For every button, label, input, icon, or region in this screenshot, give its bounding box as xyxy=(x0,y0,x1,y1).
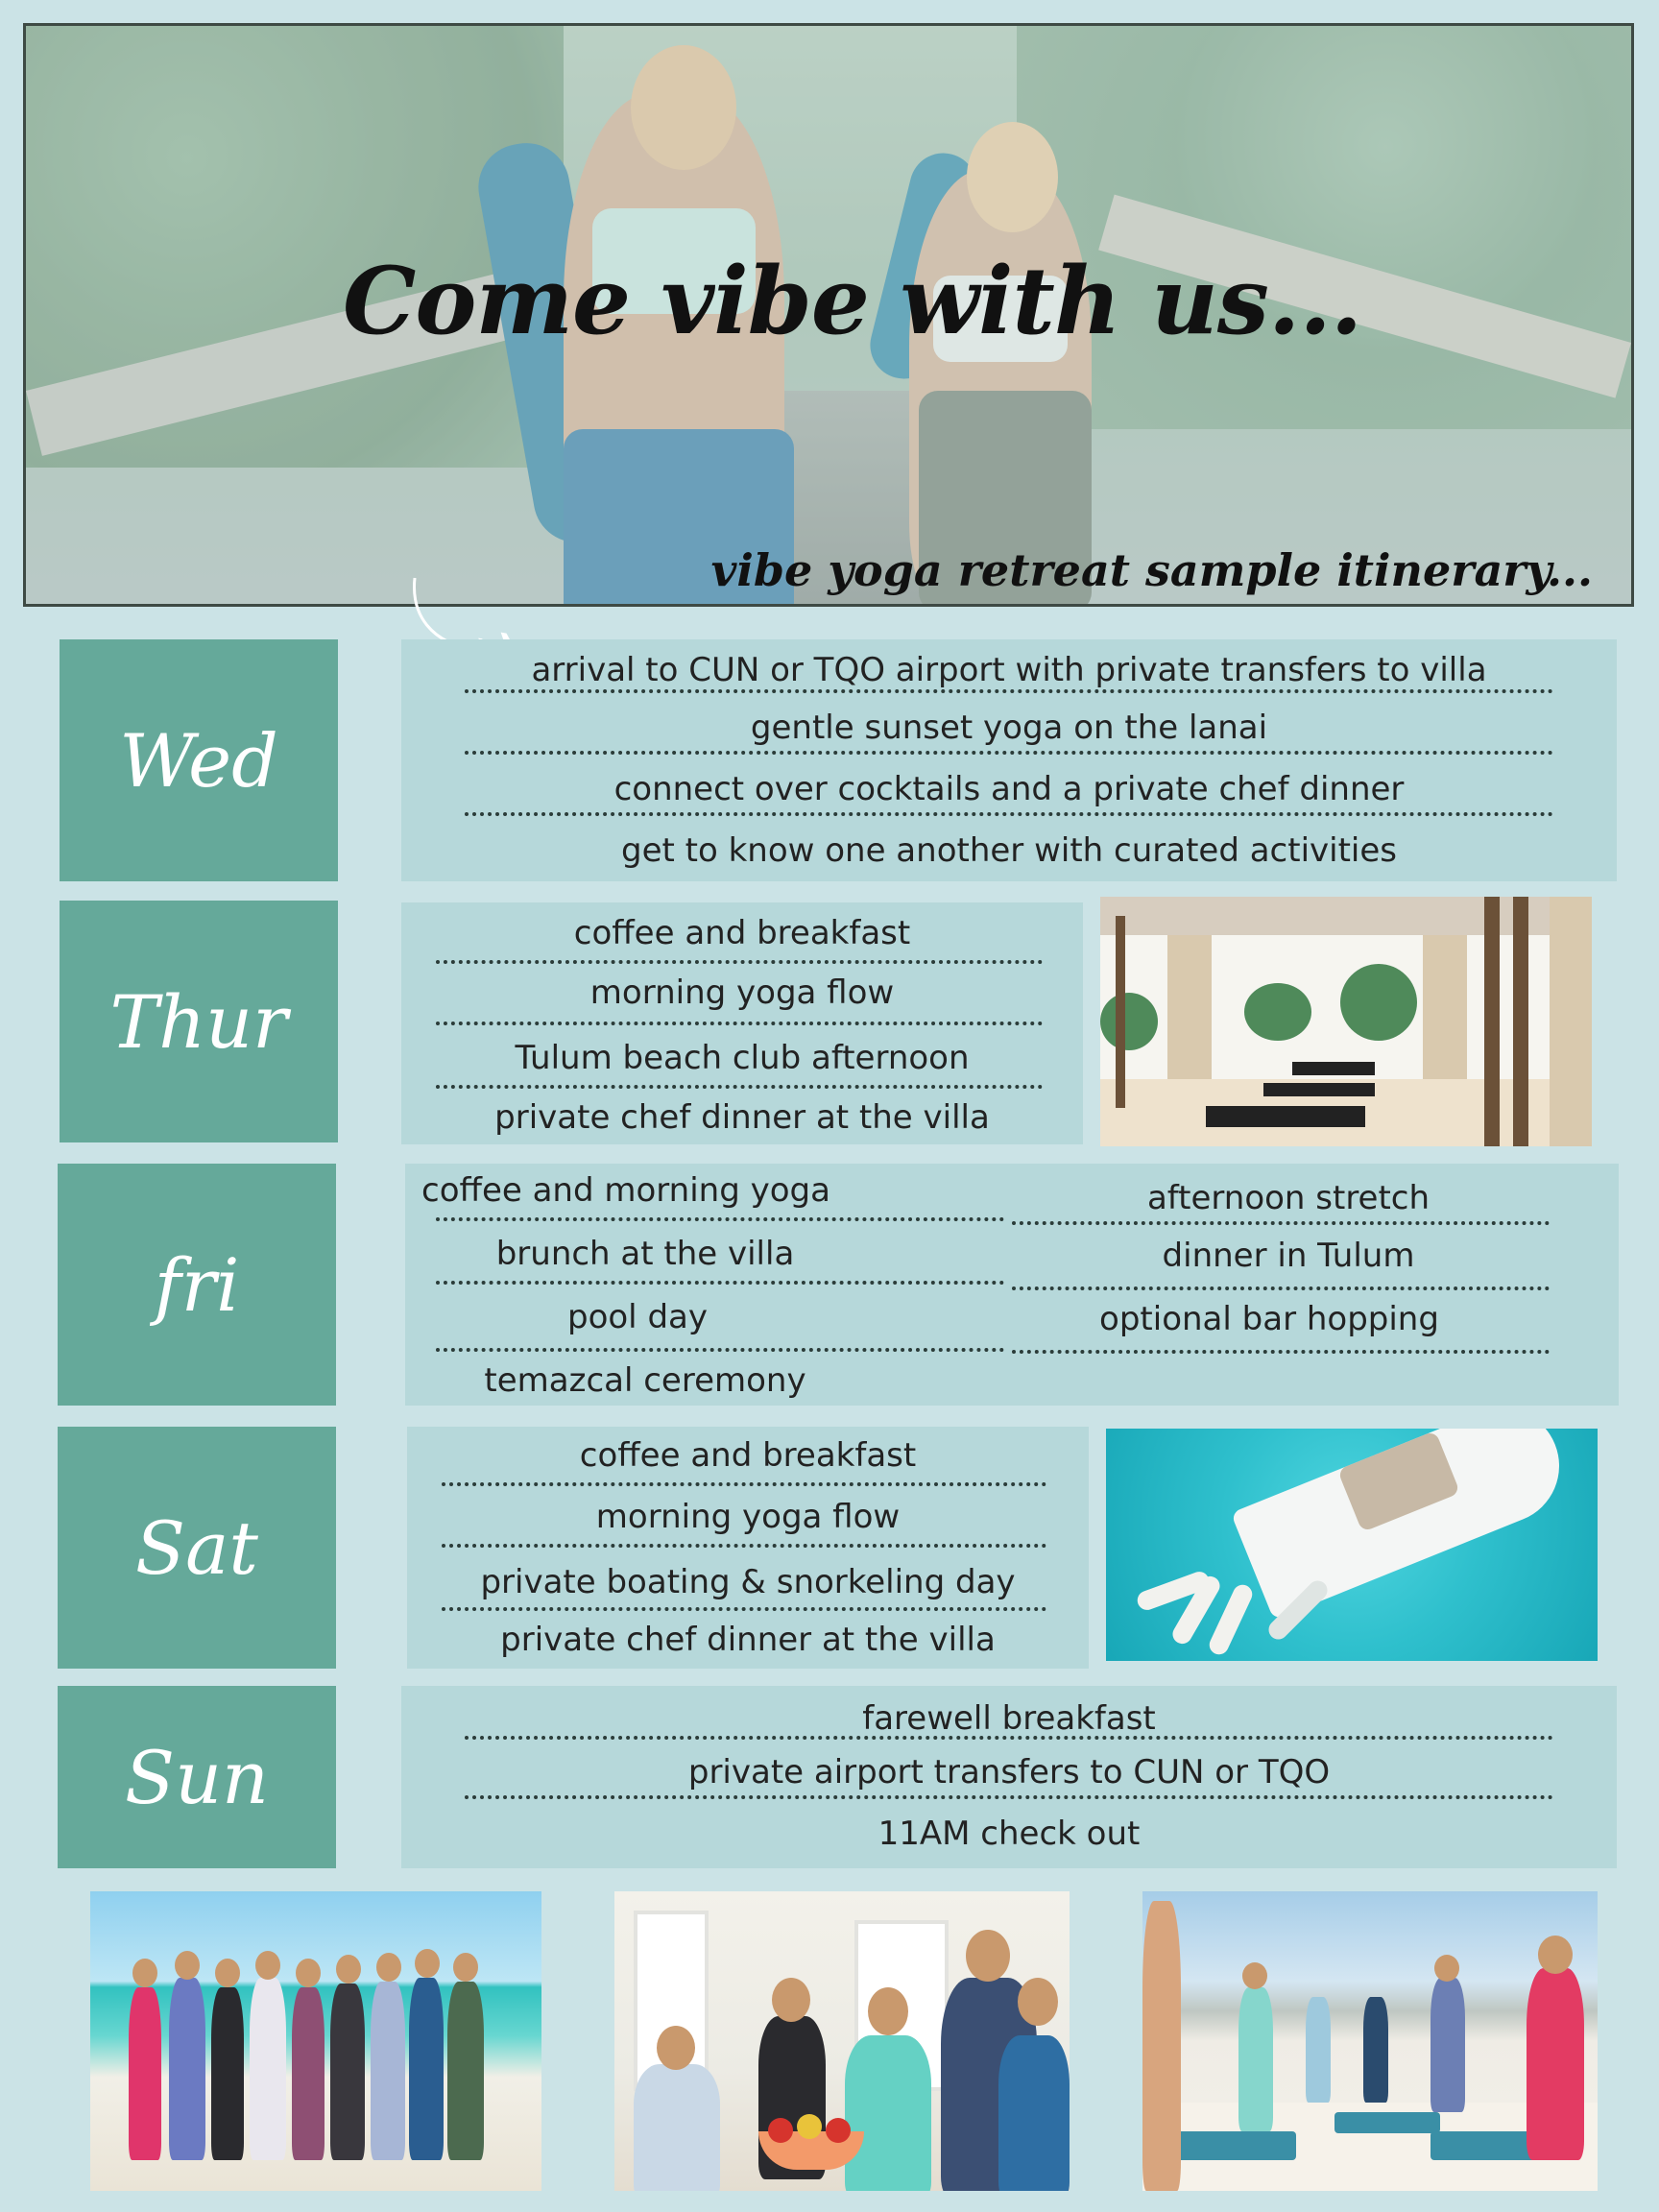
day-box-sun xyxy=(58,1686,336,1868)
dotted-divider xyxy=(1012,1286,1550,1290)
yoga-mat xyxy=(1263,1083,1375,1096)
person-figure xyxy=(169,1978,205,2160)
group-beach-photo xyxy=(90,1891,541,2191)
list-item: dinner in Tulum xyxy=(1162,1237,1415,1275)
dotted-divider xyxy=(465,689,1553,693)
list-item: coffee and breakfast xyxy=(579,1436,917,1475)
itinerary-panel-wed xyxy=(401,639,1617,881)
person-figure xyxy=(634,2064,720,2191)
itinerary-panel-fri xyxy=(405,1164,1619,1406)
list-item: morning yoga flow xyxy=(589,974,895,1012)
yoga-mat xyxy=(1334,2112,1440,2133)
itinerary-panel-thur xyxy=(401,902,1083,1144)
person-figure xyxy=(292,1987,325,2160)
palm-plant xyxy=(1340,964,1417,1041)
itinerary-panel-sun xyxy=(401,1686,1617,1868)
yoga-mat xyxy=(1292,1062,1375,1075)
dotted-divider xyxy=(436,1085,1043,1089)
person-figure xyxy=(1142,1901,1181,2191)
dotted-divider xyxy=(436,1281,1004,1285)
yoga-mat xyxy=(1206,1106,1365,1127)
list-item: afternoon stretch xyxy=(1146,1179,1431,1217)
dotted-divider xyxy=(465,812,1553,816)
hero-title: Come vibe with us... xyxy=(343,247,1362,355)
list-item: connect over cocktails and a private chef dinner xyxy=(613,770,1405,808)
person-figure xyxy=(998,2035,1070,2191)
person-figure xyxy=(447,1982,484,2160)
person-figure xyxy=(1431,1978,1465,2112)
list-item: optional bar hopping xyxy=(1099,1300,1439,1338)
person-figure xyxy=(129,1987,161,2160)
day-box-thur xyxy=(60,901,338,1142)
dotted-divider xyxy=(436,1348,1004,1352)
dotted-divider xyxy=(1012,1221,1550,1225)
person-figure xyxy=(1527,1968,1584,2160)
dotted-divider xyxy=(436,1217,1004,1221)
palm-plant xyxy=(1244,983,1311,1041)
dotted-divider xyxy=(465,1795,1553,1799)
tree-trunk xyxy=(1513,897,1528,1146)
list-item: morning yoga flow xyxy=(595,1498,901,1536)
dotted-divider xyxy=(465,1736,1553,1740)
list-item: temazcal ceremony xyxy=(484,1361,806,1400)
person-figure xyxy=(211,1987,244,2160)
hero-photo xyxy=(23,23,1634,607)
list-item: coffee and breakfast xyxy=(573,914,911,952)
person-figure xyxy=(1306,1997,1331,2103)
list-item: get to know one another with curated activities xyxy=(621,831,1397,870)
person-figure xyxy=(250,1978,286,2160)
list-item: 11AM check out xyxy=(878,1815,1141,1853)
day-label: Sat xyxy=(135,1504,258,1591)
list-item: private chef dinner at the villa xyxy=(494,1098,990,1137)
list-item: private boating & snorkeling day xyxy=(480,1563,1016,1601)
person-figure xyxy=(409,1978,444,2160)
beach-yoga-class-photo xyxy=(1142,1891,1598,2191)
pavilion-photo xyxy=(1100,897,1592,1146)
day-label: Thur xyxy=(109,978,288,1065)
tree-trunk xyxy=(1116,916,1125,1108)
list-item: brunch at the villa xyxy=(495,1235,795,1273)
hero-subtitle: vibe yoga retreat sample itinerary... xyxy=(710,544,1593,596)
day-box-wed xyxy=(60,639,338,881)
day-label: Sun xyxy=(125,1734,269,1820)
palm-plant xyxy=(1100,993,1158,1050)
dotted-divider xyxy=(442,1607,1046,1611)
yoga-mat xyxy=(1162,2131,1296,2160)
tree-trunk xyxy=(1484,897,1500,1146)
person-figure xyxy=(845,2035,931,2191)
dotted-divider xyxy=(1012,1350,1550,1354)
person-figure xyxy=(1363,1997,1388,2103)
person-figure xyxy=(371,1982,405,2160)
list-item: gentle sunset yoga on the lanai xyxy=(750,709,1268,747)
dotted-divider xyxy=(442,1482,1046,1486)
day-box-sat xyxy=(58,1427,336,1669)
day-label: fri xyxy=(154,1241,240,1328)
list-item: farewell breakfast xyxy=(862,1699,1156,1738)
day-box-fri xyxy=(58,1164,336,1406)
list-item: arrival to CUN or TQO airport with private transfers to villa xyxy=(531,651,1487,689)
person-figure xyxy=(1238,1987,1273,2131)
kitchen-group-photo xyxy=(614,1891,1070,2191)
dotted-divider xyxy=(436,1022,1043,1025)
person-figure xyxy=(330,1984,365,2160)
list-item: Tulum beach club afternoon xyxy=(515,1039,970,1077)
dotted-divider xyxy=(442,1544,1046,1548)
list-item: private airport transfers to CUN or TQO xyxy=(687,1753,1331,1791)
boat-photo xyxy=(1106,1429,1598,1661)
list-item: private chef dinner at the villa xyxy=(500,1621,996,1659)
list-item: pool day xyxy=(567,1298,708,1336)
dotted-divider xyxy=(436,960,1043,964)
itinerary-panel-sat xyxy=(407,1427,1089,1669)
list-item: coffee and morning yoga xyxy=(421,1171,830,1210)
dotted-divider xyxy=(465,751,1553,755)
day-label: Wed xyxy=(119,717,278,804)
